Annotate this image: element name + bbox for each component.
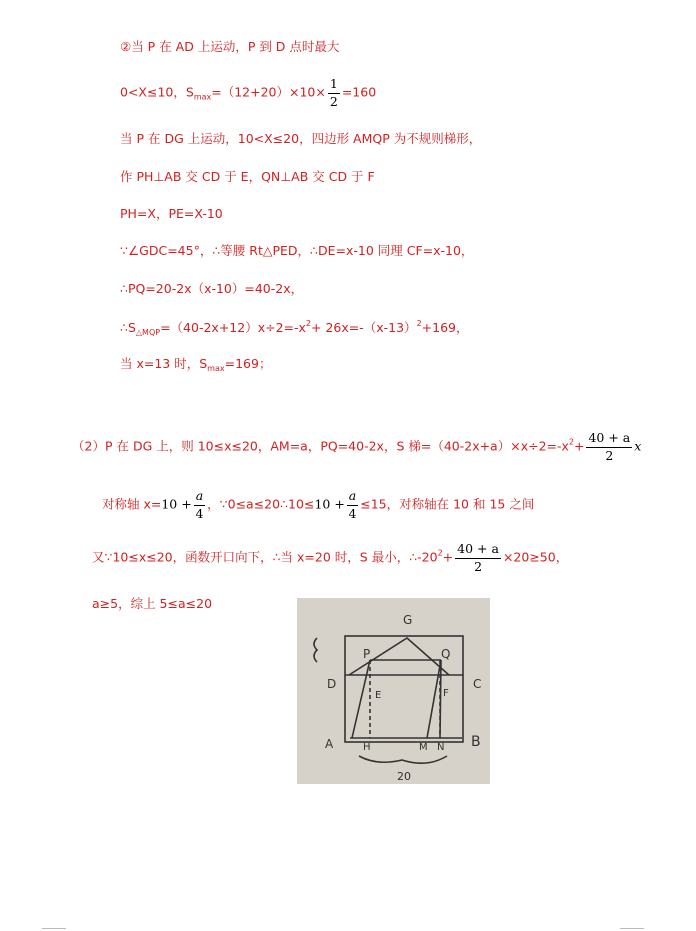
fraction-40a bbox=[586, 432, 632, 462]
formula-part: ≤15，对称轴在 10 和 15 之间 bbox=[360, 496, 535, 512]
frac-den: 2 bbox=[605, 447, 614, 463]
label-n: N bbox=[437, 742, 445, 753]
axis-label: 对称轴 x= bbox=[102, 496, 162, 512]
sup-2: 2 bbox=[416, 319, 422, 328]
sub-max: max bbox=[193, 92, 212, 102]
frac-den: 2 bbox=[474, 558, 483, 574]
line-2 bbox=[120, 78, 376, 108]
fraction-a4 bbox=[347, 490, 358, 520]
part2-text: （2）P 在 DG 上，则 10≤x≤20，AM=a，PQ=40-2x，S 梯=（40-2x+a）×x÷2=-x bbox=[72, 438, 569, 454]
frac-num: 40 + a bbox=[455, 543, 501, 559]
formula-part: +169， bbox=[421, 320, 469, 335]
frac-den: 4 bbox=[348, 505, 357, 521]
brace-bottom bbox=[359, 756, 447, 763]
label-f: F bbox=[443, 688, 449, 699]
line-6: ∵∠GDC=45°，∴等腰 Rt△PED，∴DE=x-10 同理 CF=x-10， bbox=[120, 243, 474, 258]
frac-num: a bbox=[194, 490, 205, 506]
axis-int: 10 + bbox=[314, 496, 345, 512]
formula-part: =（12+20）×10× bbox=[211, 84, 326, 100]
label-g: G bbox=[403, 613, 413, 627]
handwritten-figure bbox=[297, 598, 490, 784]
plus: + bbox=[574, 438, 585, 454]
axis-int: 10 + bbox=[161, 496, 192, 512]
plus: + bbox=[442, 549, 454, 565]
frac-num: 40 + a bbox=[586, 432, 632, 448]
fraction-a4 bbox=[194, 490, 205, 520]
label-h: H bbox=[363, 742, 371, 753]
part2-line-1 bbox=[72, 432, 641, 462]
var-x: x bbox=[634, 438, 642, 454]
sup-2: 2 bbox=[568, 437, 574, 447]
frac-den: 4 bbox=[195, 505, 204, 521]
line-5: PH=X，PE=X-10 bbox=[120, 206, 223, 221]
label-d: D bbox=[327, 677, 337, 691]
when-x: 当 x=13 时，S bbox=[120, 356, 208, 371]
line-9 bbox=[120, 358, 271, 373]
label-c: C bbox=[473, 677, 482, 691]
line-1: ②当 P 在 AD 上运动，P 到 D 点时最大 bbox=[120, 39, 340, 54]
frac-den: 2 bbox=[329, 93, 338, 109]
formula-part: =（40-2x+12）x÷2=-x bbox=[160, 320, 306, 335]
sup-2: 2 bbox=[437, 548, 443, 558]
label-twenty: 20 bbox=[397, 770, 411, 783]
part2-line-3 bbox=[92, 543, 568, 573]
brace-left bbox=[314, 638, 317, 662]
fraction-half bbox=[328, 78, 340, 108]
label-q: Q bbox=[441, 647, 451, 661]
part2-line-2 bbox=[102, 490, 534, 520]
label-p: P bbox=[363, 647, 371, 661]
line-qm bbox=[427, 660, 441, 738]
line-4: 作 PH⊥AB 交 CD 于 E，QN⊥AB 交 CD 于 F bbox=[120, 169, 375, 184]
footer-mark-right bbox=[620, 928, 644, 929]
figure-svg bbox=[297, 598, 490, 784]
formula-part: ×20≥50， bbox=[502, 549, 569, 565]
s-max-label: 0<X≤10，S bbox=[120, 84, 194, 100]
line-3: 当 P 在 DG 上运动，10<X≤20，四边形 AMQP 为不规则梯形， bbox=[120, 131, 482, 146]
fraction-40a bbox=[455, 543, 501, 573]
result: =169； bbox=[224, 356, 272, 371]
result: =160 bbox=[341, 84, 377, 100]
label-e: E bbox=[375, 690, 382, 701]
frac-num: a bbox=[347, 490, 358, 506]
formula-part: ，∵0≤a≤20∴10≤ bbox=[207, 496, 315, 512]
frac-num: 1 bbox=[328, 78, 340, 94]
footer-mark-left bbox=[42, 928, 66, 929]
s-label: ∴S bbox=[120, 320, 136, 335]
line-8 bbox=[120, 320, 469, 337]
formula-part: + 26x=-（x-13） bbox=[311, 320, 417, 335]
formula-part: 又∵10≤x≤20，函数开口向下，∴当 x=20 时，S 最小，∴-20 bbox=[92, 549, 438, 565]
label-m: M bbox=[419, 742, 428, 753]
label-a: A bbox=[325, 737, 334, 751]
sup-2: 2 bbox=[305, 319, 311, 328]
part2-line-4: a≥5，综上 5≤a≤20 bbox=[92, 596, 213, 611]
sub-max: max bbox=[207, 364, 225, 373]
sub-mqp: △MQP bbox=[135, 328, 161, 337]
label-b: B bbox=[471, 734, 481, 750]
line-7: ∴PQ=20-2x（x-10）=40-2x， bbox=[120, 281, 304, 296]
